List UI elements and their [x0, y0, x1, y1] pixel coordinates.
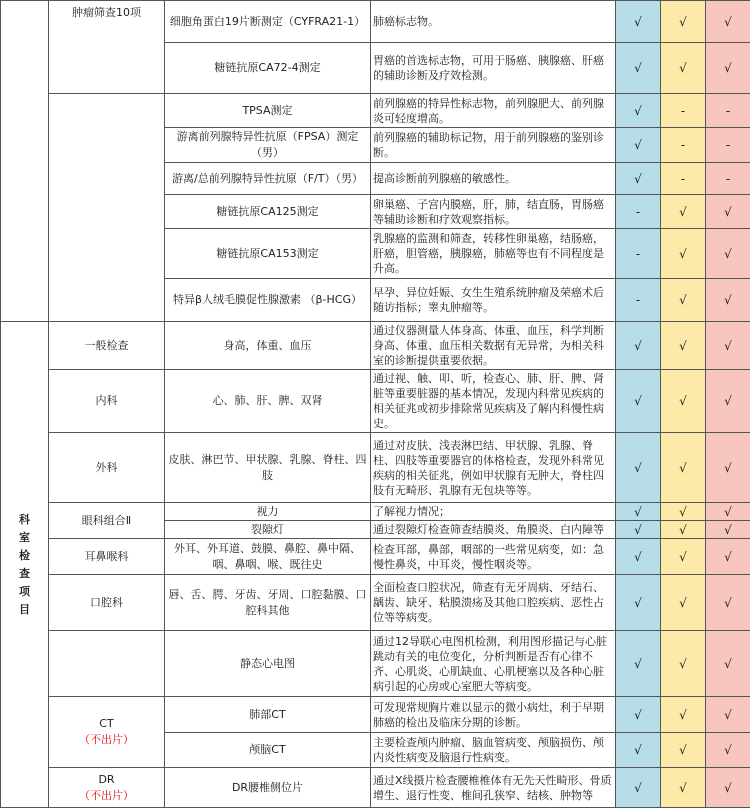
package-3-mark: √	[706, 503, 750, 521]
package-2-mark: √	[661, 43, 706, 94]
package-1-mark: √	[616, 521, 661, 539]
package-3-mark: √	[706, 322, 750, 370]
package-1-mark: √	[616, 539, 661, 575]
category-internal: 内科	[49, 370, 165, 433]
item-description: 可发现常规胸片难以显示的微小病灶，利于早期肺癌的检出及临床分期的诊断。	[371, 697, 616, 733]
package-3-mark: √	[706, 697, 750, 733]
table-row	[1, 370, 750, 433]
no-film-note: （不出片）	[52, 732, 161, 748]
package-3-mark: √	[706, 768, 750, 808]
package-2-mark: √	[661, 229, 706, 279]
package-1-mark: √	[616, 94, 661, 128]
item-name: TPSA测定	[165, 94, 371, 128]
package-2-mark: √	[661, 521, 706, 539]
table-row	[1, 539, 750, 575]
item-description: 肺癌标志物。	[371, 1, 616, 43]
package-2-mark: √	[661, 322, 706, 370]
package-3-mark: √	[706, 521, 750, 539]
package-2-mark: √	[661, 279, 706, 322]
item-name: 细胞角蛋白19片断测定（CYFRA21-1）	[165, 1, 371, 43]
item-description: 前列腺癌的特异性标志物，前列腺肥大、前列腺炎可轻度增高。	[371, 94, 616, 128]
package-1-mark: √	[616, 503, 661, 521]
package-3-mark: √	[706, 279, 750, 322]
package-3-mark: √	[706, 1, 750, 43]
item-description: 前列腺癌的辅助标记物，用于前列腺癌的鉴别诊断。	[371, 128, 616, 163]
package-2-mark: √	[661, 370, 706, 433]
no-film-note: （不出片）	[52, 788, 161, 804]
item-name: 糖链抗原CA72-4测定	[165, 43, 371, 94]
package-3-mark: √	[706, 195, 750, 229]
package-1-mark: √	[616, 128, 661, 163]
item-name: 特异β人绒毛膜促性腺激素 （β-HCG）	[165, 279, 371, 322]
item-name: 心、肺、肝、脾、双肾	[165, 370, 371, 433]
table-row	[1, 94, 750, 128]
package-2-mark: √	[661, 733, 706, 768]
package-2-mark: √	[661, 631, 706, 697]
item-name: 颅脑CT	[165, 733, 371, 768]
item-name: DR腰椎侧位片	[165, 768, 371, 808]
package-2-mark: √	[661, 768, 706, 808]
item-description: 了解视力情况；	[371, 503, 616, 521]
item-description: 乳腺癌的监测和筛查，转移性卵巢癌，结肠癌，肝癌，胆管癌，胰腺癌，肺癌等也有不同程度是升高。	[371, 229, 616, 279]
item-name: 身高，体重、血压	[165, 322, 371, 370]
blank-cell	[49, 631, 165, 697]
package-1-mark: √	[616, 631, 661, 697]
item-name: 唇、舌、腭、牙齿、牙周、口腔黏膜、口腔科其他	[165, 575, 371, 631]
package-3-mark: -	[706, 163, 750, 195]
package-3-mark: √	[706, 43, 750, 94]
item-name: 皮肤、淋巴节、甲状腺、乳腺、脊柱、四肢	[165, 433, 371, 503]
package-1-mark: -	[616, 229, 661, 279]
category-ct-label: CT	[99, 717, 113, 730]
table-row	[1, 322, 750, 370]
section-label-department-exams: 科室检查项目	[1, 322, 49, 808]
package-2-mark: -	[661, 128, 706, 163]
package-2-mark: √	[661, 503, 706, 521]
category-dental: 口腔科	[49, 575, 165, 631]
item-name: 糖链抗原CA153测定	[165, 229, 371, 279]
item-description: 主要检查颅内肿瘤、脑血管病变、颅脑损伤、颅内炎性病变及脑退行性病变。	[371, 733, 616, 768]
package-2-mark: -	[661, 94, 706, 128]
blank-cell	[1, 1, 49, 322]
item-description: 胃癌的首选标志物，可用于肠癌、胰腺癌、肝癌的辅助诊断及疗效检测。	[371, 43, 616, 94]
table-row	[1, 575, 750, 631]
item-description: 早孕、异位妊娠、女生生殖系统肿瘤及荣癌术后随访指标；睾丸肿瘤等。	[371, 279, 616, 322]
category-ent: 耳鼻喉科	[49, 539, 165, 575]
package-1-mark: √	[616, 43, 661, 94]
item-description: 全面检查口腔状况，筛查有无牙周病、牙结石、龋齿、缺牙、粘膜溃疡及其他口腔疾病、恶性占位等等病变。	[371, 575, 616, 631]
package-2-mark: √	[661, 575, 706, 631]
item-name: 静态心电图	[165, 631, 371, 697]
package-1-mark: √	[616, 697, 661, 733]
package-1-mark: √	[616, 433, 661, 503]
package-3-mark: -	[706, 94, 750, 128]
package-2-mark: -	[661, 163, 706, 195]
table-row	[1, 631, 750, 697]
category-ct	[49, 697, 165, 768]
package-3-mark: √	[706, 575, 750, 631]
item-description: 通过12导联心电图机检测，利用图形描记与心脏跳动有关的电位变化，分析判断是否有心律不齐、心肌炎、心肌缺血、心肌梗塞以及各种心脏病引起的心房或心室肥大等病变。	[371, 631, 616, 697]
package-3-mark: √	[706, 539, 750, 575]
table-row	[1, 433, 750, 503]
item-name: 裂隙灯	[165, 521, 371, 539]
package-2-mark: √	[661, 195, 706, 229]
package-3-mark: √	[706, 370, 750, 433]
package-1-mark: -	[616, 279, 661, 322]
item-name: 视力	[165, 503, 371, 521]
table-row	[1, 768, 750, 808]
package-2-mark: √	[661, 433, 706, 503]
category-general: 一般检查	[49, 322, 165, 370]
item-name: 外耳、外耳道、鼓膜、鼻腔、鼻中隔、咽、鼻咽、喉、既往史	[165, 539, 371, 575]
package-3-mark: √	[706, 433, 750, 503]
package-1-mark: √	[616, 733, 661, 768]
item-name: 游离/总前列腺特异性抗原（F/T）（男）	[165, 163, 371, 195]
item-description: 通过裂隙灯检查筛查结膜炎、角膜炎、白内障等	[371, 521, 616, 539]
item-description: 检查耳部，鼻部，咽部的一些常见病变，如：急慢性鼻炎，中耳炎，慢性咽炎等。	[371, 539, 616, 575]
category-tumor: 肿瘤筛查10项	[49, 1, 165, 94]
item-description: 通过仪器测量人体身高、体重、血压，科学判断身高、体重、血压相关数据有无异常，为相关科室的诊断提供重要依据。	[371, 322, 616, 370]
item-description: 通过对皮肤、浅表淋巴结、甲状腺、乳腺、脊柱、四肢等重要器官的体格检查，发现外科常见疾病的相关征兆，例如甲状腺有无肿大，脊柱四肢有无畸形、乳腺有无包块等等。	[371, 433, 616, 503]
package-1-mark: √	[616, 1, 661, 43]
table-row	[1, 503, 750, 521]
package-1-mark: √	[616, 322, 661, 370]
item-description: 卵巢癌、子宫内膜癌，肝，肺，结直肠，胃肠癌等辅助诊断和疗效观察指标。	[371, 195, 616, 229]
package-3-mark: √	[706, 631, 750, 697]
category-dr	[49, 768, 165, 808]
item-description: 通过视、触、叩、听，检查心、肺、肝、脾、肾脏等重要脏器的基本情况，发现内科常见疾病的相关征兆或初步排除常见疾病及了解内科慢性病史。	[371, 370, 616, 433]
item-description: 提高诊断前列腺癌的敏感性。	[371, 163, 616, 195]
item-name: 肺部CT	[165, 697, 371, 733]
category-surgery: 外科	[49, 433, 165, 503]
package-2-mark: √	[661, 539, 706, 575]
package-1-mark: √	[616, 370, 661, 433]
category-eye: 眼科组合Ⅱ	[49, 503, 165, 539]
item-name: 糖链抗原CA125测定	[165, 195, 371, 229]
category-dr-label: DR	[98, 773, 114, 786]
package-3-mark: √	[706, 733, 750, 768]
item-name: 游离前列腺特异性抗原（FPSA）测定（男）	[165, 128, 371, 163]
package-1-mark: √	[616, 575, 661, 631]
item-description: 通过X线摄片检查腰椎椎体有无先天性畸形、骨质增生、退行性变、椎间孔狭窄、结核、肿物等	[371, 768, 616, 808]
table-row	[1, 1, 750, 43]
table-row	[1, 697, 750, 733]
package-2-mark: √	[661, 697, 706, 733]
package-3-mark: √	[706, 229, 750, 279]
package-1-mark: √	[616, 768, 661, 808]
package-3-mark: -	[706, 128, 750, 163]
package-1-mark: -	[616, 195, 661, 229]
package-1-mark: √	[616, 163, 661, 195]
package-2-mark: √	[661, 1, 706, 43]
blank-cell	[49, 94, 165, 322]
